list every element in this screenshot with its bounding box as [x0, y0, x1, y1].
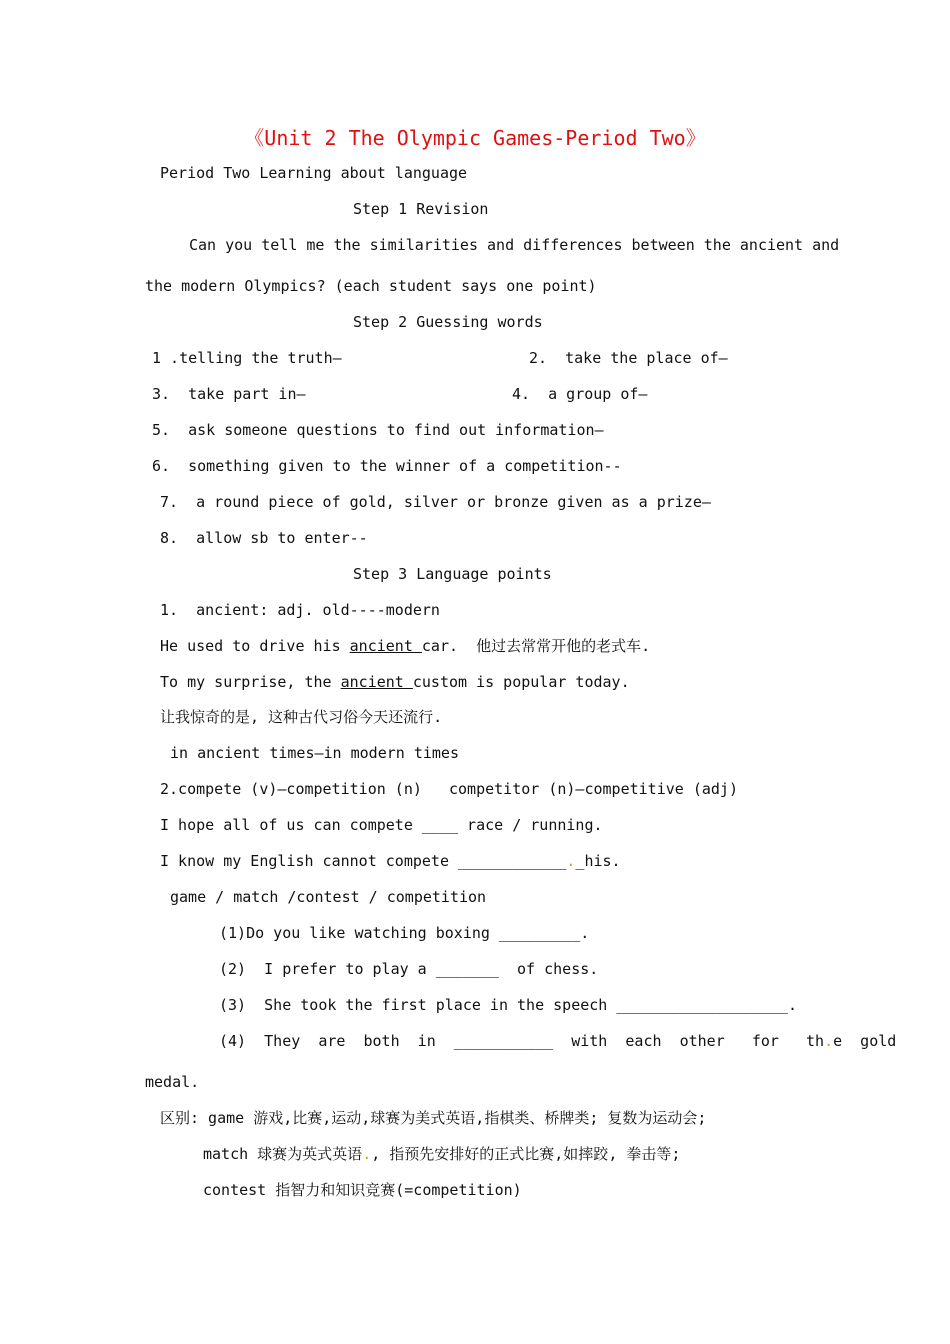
question-1: (1)Do you like watching boxing _________. [219, 924, 590, 942]
step1-line2: the modern Olympics? (each student says one point) [145, 277, 597, 295]
example-ancient-times: in ancient times—in modern times [170, 744, 459, 762]
question-4: (4) They are both in ___________ with each other for th.e gold [219, 1032, 897, 1050]
step3-heading: Step 3 Language points [353, 565, 552, 583]
example-ancient-car: He used to drive his ancient car. 他过去常常开他的老式车. [160, 637, 651, 655]
guess-item-1: 1 .telling the truth— [152, 349, 342, 367]
page-title: 《Unit 2 The Olympic Games-Period Two》 [244, 126, 706, 150]
guess-item-8: 8. allow sb to enter-- [160, 529, 368, 547]
guess-item-5: 5. ask someone questions to find out information— [152, 421, 604, 439]
guess-item-3: 3. take part in— [152, 385, 306, 403]
question-4-continued: medal. [145, 1073, 200, 1091]
difference-match: match 球赛为英式英语., 指预先安排好的正式比赛,如摔跤, 拳击等; [203, 1145, 681, 1163]
example-ancient-custom-cn: 让我惊奇的是, 这种古代习俗今天还流行. [160, 708, 443, 726]
guess-item-6: 6. something given to the winner of a competition-- [152, 457, 622, 475]
example-hope: I hope all of us can compete ____ race / running. [160, 816, 603, 834]
difference-game: 区别: game 游戏,比赛,运动,球赛为美式英语,指棋类、桥牌类; 复数为运动会; [160, 1109, 707, 1127]
guess-item-2: 2. take the place of— [529, 349, 728, 367]
question-2: (2) I prefer to play a _______ of chess. [219, 960, 599, 978]
guess-item-7: 7. a round piece of gold, silver or bronze given as a prize— [160, 493, 711, 511]
point-ancient: 1. ancient: adj. old----modern [160, 601, 440, 619]
example-know: I know my English cannot compete ____________._his. [160, 852, 621, 870]
step1-heading: Step 1 Revision [353, 200, 489, 218]
example-ancient-custom: To my surprise, the ancient custom is popular today. [160, 673, 630, 691]
difference-contest: contest 指智力和知识竞赛(=competition) [203, 1181, 522, 1199]
point-compete: 2.compete (v)—competition (n) competitor (n)—competitive (adj) [160, 780, 738, 798]
word-list: game / match /contest / competition [170, 888, 487, 906]
period-heading: Period Two Learning about language [160, 164, 468, 182]
guess-item-4: 4. a group of— [512, 385, 648, 403]
step2-heading: Step 2 Guessing words [353, 313, 543, 331]
question-3: (3) She took the first place in the speech ___________________. [219, 996, 797, 1014]
step1-line1: Can you tell me the similarities and differences between the ancient and [189, 236, 840, 254]
